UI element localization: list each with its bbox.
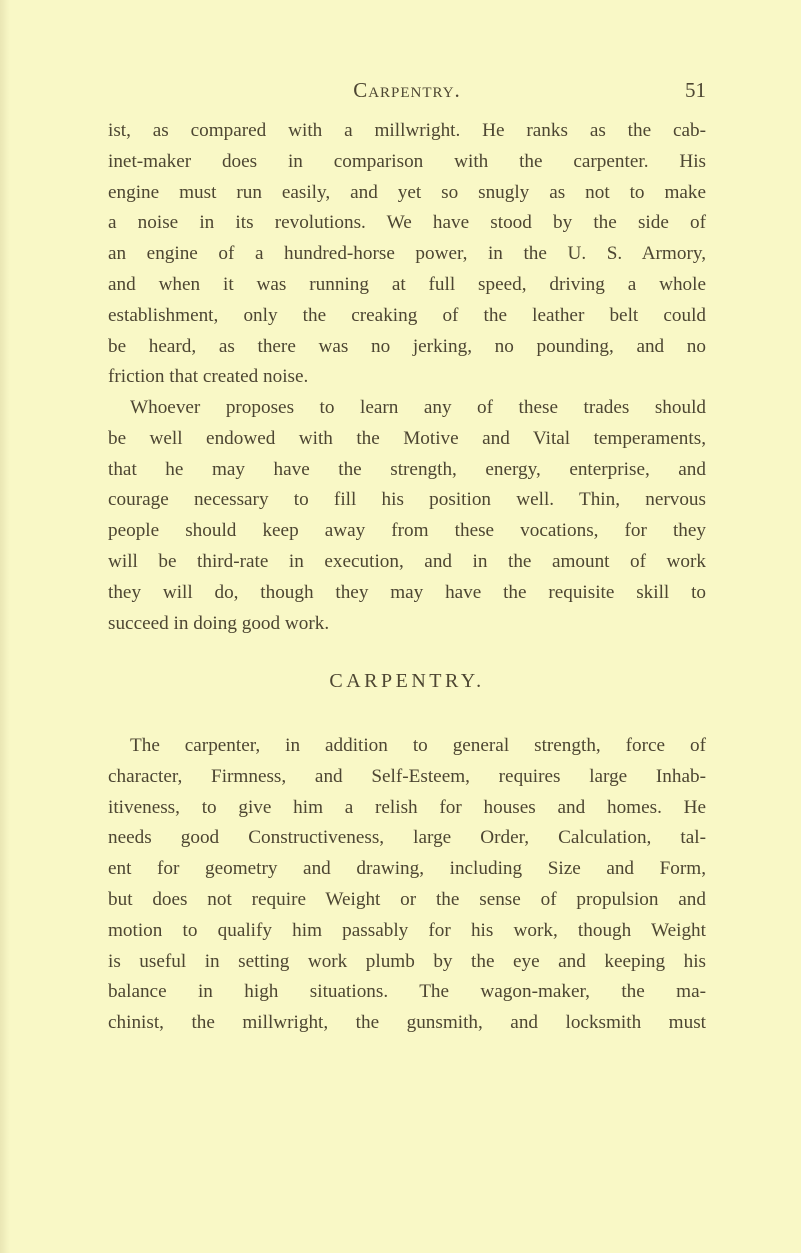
text-line: motion to qualify him passably for his work, though Weight xyxy=(108,919,706,941)
text-line: an engine of a hundred-horse power, in the U. S. Armory, xyxy=(108,243,706,265)
page-edge-shadow xyxy=(0,0,10,1253)
text-line: engine must run easily, and yet so snugly as not to make xyxy=(108,181,706,203)
text-line: The carpenter, in addition to general strength, force of xyxy=(130,735,706,756)
paragraph-1 xyxy=(108,116,706,393)
text-line: establishment, only the creaking of the leather belt could xyxy=(108,304,706,326)
paragraph-3 xyxy=(108,731,706,1039)
text-line: ist, as compared with a millwright. He ranks as the cab- xyxy=(108,120,706,141)
page-number: 51 xyxy=(685,78,706,102)
text-line: will be third-rate in execution, and in the amount of work xyxy=(108,550,706,572)
text-line: courage necessary to fill his position well. Thin, nervous xyxy=(108,489,706,511)
text-line: they will do, though they may have the requisite skill to xyxy=(108,581,706,603)
text-line: be heard, as there was no jerking, no pounding, and no xyxy=(108,335,706,357)
text-line: friction that created noise. xyxy=(108,366,309,388)
text-line: a noise in its revolutions. We have stood by the side of xyxy=(108,212,706,234)
text-line: succeed in doing good work. xyxy=(108,612,330,634)
text-line: ent for geometry and drawing, including Size and Form, xyxy=(108,858,706,880)
running-header xyxy=(108,78,706,108)
text-line: chinist, the millwright, the gunsmith, and locksmith must xyxy=(108,1012,706,1034)
text-line: is useful in setting work plumb by the eye and keeping his xyxy=(108,950,706,972)
text-line: Whoever proposes to learn any of these trades should xyxy=(130,397,706,418)
text-line: be well endowed with the Motive and Vital temperaments, xyxy=(108,427,706,449)
text-line: but does not require Weight or the sense of propulsion and xyxy=(108,888,706,910)
text-line: people should keep away from these vocations, for they xyxy=(108,520,706,542)
paragraph-2 xyxy=(108,393,706,639)
running-title: Carpentry. xyxy=(353,78,461,102)
text-line: itiveness, to give him a relish for houses and homes. He xyxy=(108,796,706,818)
text-line: and when it was running at full speed, driving a whole xyxy=(108,273,706,295)
section-heading: CARPENTRY. xyxy=(329,670,485,692)
text-line: balance in high situations. The wagon-maker, the ma- xyxy=(108,981,706,1003)
text-line: needs good Constructiveness, large Order, Calculation, tal- xyxy=(108,827,706,849)
text-line: character, Firmness, and Self-Esteem, requires large Inhab- xyxy=(108,765,706,787)
text-line: that he may have the strength, energy, enterprise, and xyxy=(108,458,706,480)
text-line: inet-maker does in comparison with the carpenter. His xyxy=(108,150,706,172)
